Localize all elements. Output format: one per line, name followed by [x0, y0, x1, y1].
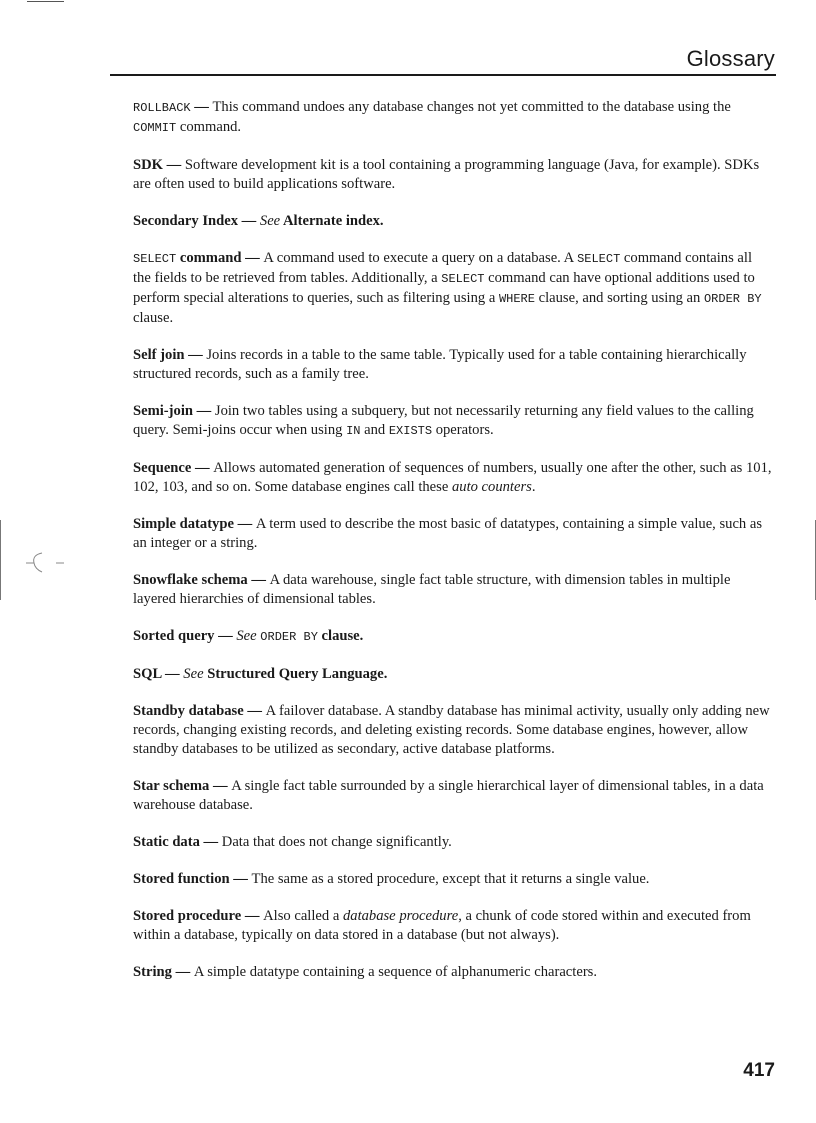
- glossary-entry-star-schema: Star schema — A single fact table surrounded by a single hierarchical layer of dimensional tables, in a data warehouse database.: [133, 778, 764, 813]
- cross-reference: Alternate index.: [280, 213, 384, 229]
- glossary-entry-semi-join: Semi-join — Join two tables using a subquery, but not necessarily returning any field values to the calling query. Semi-joins occur when using IN and EXISTS operators.: [133, 403, 754, 438]
- glossary-entry-self-join: Self join — Joins records in a table to the same table. Typically used for a table containing hierarchically structured records, such as a family tree.: [133, 347, 747, 382]
- glossary-entry-stored-procedure: Stored procedure — Also called a database procedure, a chunk of code stored within and executed from within a database, typically on data stored in a database (but not always).: [133, 908, 751, 943]
- entry-term: Stored procedure: [133, 908, 242, 924]
- entry-term: SDK: [133, 157, 164, 173]
- page-number: 417: [743, 1060, 775, 1081]
- crop-mark-left: [0, 520, 1, 600]
- glossary-entry-sql: SQL — See Structured Query Language.: [133, 666, 388, 682]
- page-header-title: Glossary: [686, 46, 775, 71]
- glossary-entry-stored-function: Stored function — The same as a stored procedure, except that it returns a single value.: [133, 871, 650, 887]
- glossary-entry-sorted-query: Sorted query — See ORDER BY clause.: [133, 628, 364, 644]
- entry-term: Star schema: [133, 778, 210, 794]
- cross-reference-code: ORDER BY: [260, 630, 318, 644]
- entry-term: ROLLBACK: [133, 101, 191, 115]
- glossary-entry-standby-database: Standby database — A failover database. A standby database has minimal activity, usually only adding new records, changing existing records, and deleting existing records. Some database engines, however, allow standby databases to be utilized as secondary, active database platforms.: [133, 703, 770, 757]
- entry-term: Semi-join: [133, 403, 193, 419]
- entry-term: Simple datatype: [133, 516, 234, 532]
- cross-reference: Structured Query Language.: [203, 666, 388, 682]
- entry-term: Self join: [133, 347, 185, 363]
- header-rule: [110, 74, 776, 76]
- glossary-entry-secondary-index: Secondary Index — See Alternate index.: [133, 213, 384, 229]
- entry-term: Static data: [133, 834, 200, 850]
- entry-term: Sequence: [133, 460, 192, 476]
- glossary-entry-select-command: SELECT command — A command used to execute a query on a database. A SELECT command contains all the fields to be retrieved from tables. Additionally, a SELECT command can have optional additions used to perform special alterations to queries, such as filtering using a WHERE clause, and sorting using an ORDER BY clause.: [133, 250, 762, 326]
- entry-term: Snowflake schema: [133, 572, 248, 588]
- glossary-entry-snowflake-schema: Snowflake schema — A data warehouse, single fact table structure, with dimension tables in multiple layered hierarchies of dimensional tables.: [133, 572, 731, 607]
- entry-term: Secondary Index: [133, 213, 239, 229]
- entry-term: Sorted query: [133, 628, 215, 644]
- glossary-entry-static-data: Static data — Data that does not change significantly.: [133, 834, 452, 850]
- glossary-entries: [133, 98, 773, 1000]
- entry-term-code: SELECT: [133, 252, 177, 266]
- glossary-entry-sequence: Sequence — Allows automated generation of sequences of numbers, usually one after the other, such as 101, 102, 103, and so on. Some database engines call these auto counters.: [133, 460, 772, 495]
- entry-term: Stored function: [133, 871, 230, 887]
- glossary-entry-rollback: ROLLBACK — This command undoes any database changes not yet committed to the database using the COMMIT command.: [133, 99, 731, 135]
- cross-reference: clause.: [317, 628, 364, 644]
- entry-term: command: [176, 250, 242, 266]
- entry-term: SQL: [133, 666, 162, 682]
- crop-mark-top: [27, 1, 64, 2]
- glossary-entry-sdk: SDK — Software development kit is a tool containing a programming language (Java, for example). SDKs are often used to build applications software.: [133, 157, 760, 192]
- registration-mark-icon: [26, 551, 66, 575]
- entry-term: String: [133, 964, 172, 980]
- glossary-entry-simple-datatype: Simple datatype — A term used to describe the most basic of datatypes, containing a simple value, such as an integer or a string.: [133, 516, 763, 551]
- entry-term: Standby database: [133, 703, 244, 719]
- glossary-entry-string: String — A simple datatype containing a sequence of alphanumeric characters.: [133, 964, 598, 980]
